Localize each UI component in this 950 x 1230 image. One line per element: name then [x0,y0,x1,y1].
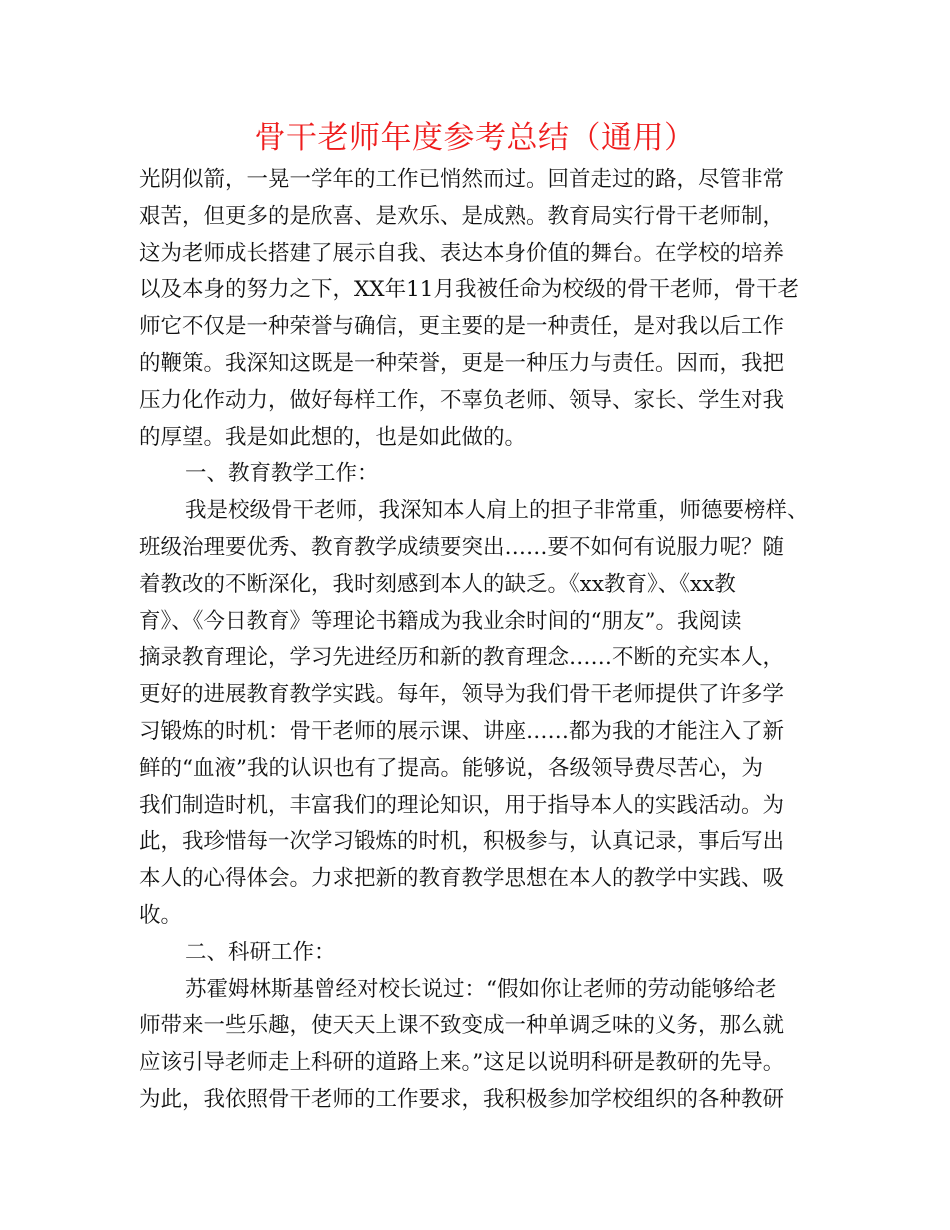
text-line: 以及本身的努力之下，XX年11月我被任命为校级的骨干老师，骨干老 [139,277,799,303]
document-title: 骨干老师年度参考总结（通用） [254,120,696,156]
text-line: 这为老师成长搭建了展示自我、表达本身价值的舞台。在学校的培养 [139,240,785,266]
text-line: 光阴似箭，一晃一学年的工作已悄然而过。回首走过的路，尽管非常 [139,167,785,192]
text-line: 收。 [139,902,183,928]
text-line: 我是校级骨干老师，我深知本人肩上的担子非常重，师德要榜样、 [185,498,809,524]
text-line: 二、科研工作： [185,939,336,965]
text-line: 的厚望。我是如此想的，也是如此做的。 [139,424,527,450]
text-line: 应该引导老师走上科研的道路上来。”这足以说明科研是教研的先导。 [139,1050,785,1076]
text-line: 班级治理要优秀、教育教学成绩要突出……要不如何有说服力呢？随 [139,534,785,560]
text-line: 本人的心得体会。力求把新的教育教学思想在本人的教学中实践、吸 [139,866,785,892]
text-line: 此，我珍惜每一次学习锻炼的时机，积极参与，认真记录，事后写出 [139,829,785,855]
text-line: 鲜的“血液”我的认识也有了提高。能够说，各级领导费尽苦心，为 [139,755,763,781]
text-line: 着教改的不断深化，我时刻感到本人的缺乏。《xx教育》、《xx教 [139,571,736,597]
text-line: 我们制造时机，丰富我们的理论知识，用于指导本人的实践活动。为 [139,792,785,818]
text-line: 的鞭策。我深知这既是一种荣誉，更是一种压力与责任。因而，我把 [139,350,785,376]
text-line: 艰苦，但更多的是欣喜、是欢乐、是成熟。教育局实行骨干老师制， [139,203,785,229]
text-line: 为此，我依照骨干老师的工作要求，我积极参加学校组织的各种教研 [139,1086,785,1112]
document-body [139,162,819,1119]
text-line: 师它不仅是一种荣誉与确信，更主要的是一种责任，是对我以后工作 [139,314,785,340]
text-line: 苏霍姆林斯基曾经对校长说过：“假如你让老师的劳动能够给老 [185,976,777,1002]
text-line: 习锻炼的时机：骨干老师的展示课、讲座……都为我的才能注入了新 [139,718,785,744]
text-line: 师带来一些乐趣，使天天上课不致变成一种单调乏味的义务，那么就 [139,1013,785,1039]
text-line: 一、教育教学工作： [185,461,379,487]
text-line: 压力化作动力，做好每样工作，不辜负老师、领导、家长、学生对我 [139,387,785,413]
text-line: 更好的进展教育教学实践。每年，领导为我们骨干老师提供了许多学 [139,682,785,708]
text-line: 摘录教育理论，学习先进经历和新的教育理念……不断的充实本人， [139,645,785,671]
text-line: 育》、《今日教育》等理论书籍成为我业余时间的“朋友”。我阅读 [139,608,742,634]
